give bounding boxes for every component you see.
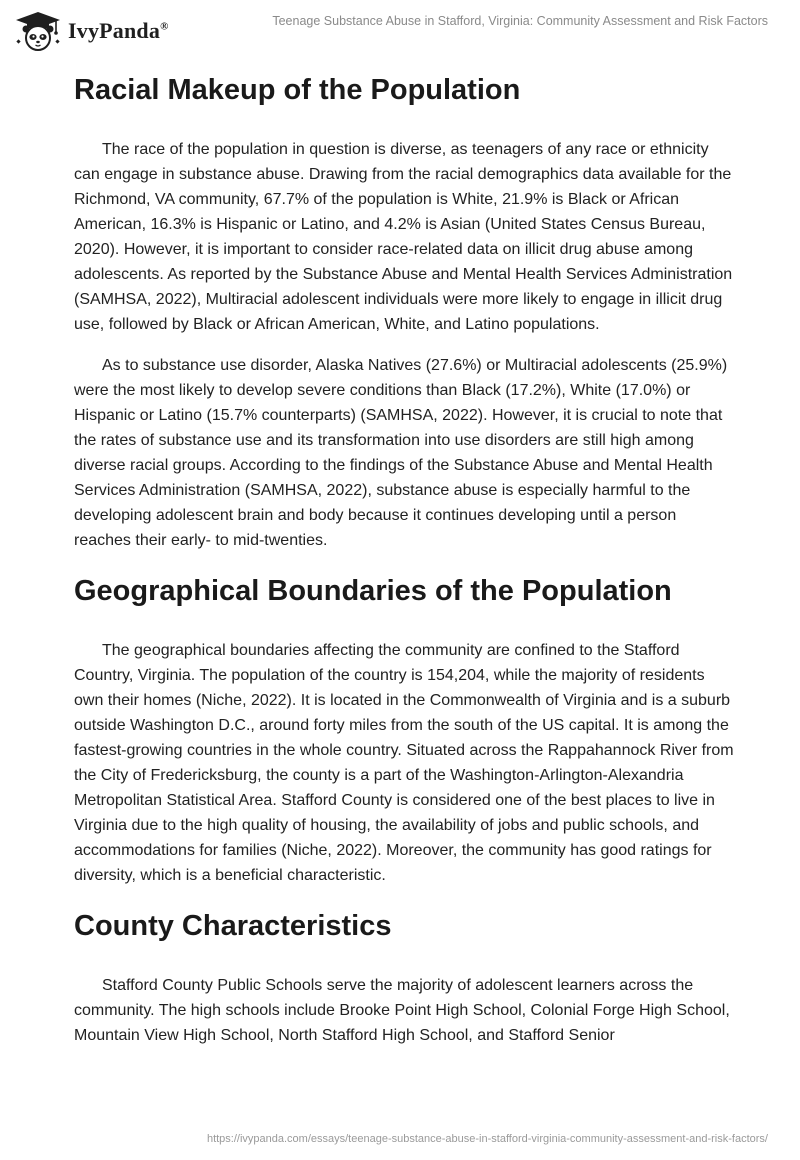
section-heading: County Characteristics: [74, 910, 392, 942]
panda-graduate-icon: [14, 10, 62, 52]
section-county-characteristics: [74, 904, 734, 1048]
page-header: [0, 0, 800, 60]
source-url[interactable]: https://ivypanda.com/essays/teenage-substance-abuse-in-stafford-virginia-community-assessment-and-risk-factors/: [206, 1133, 768, 1145]
section-geographical-boundaries: [74, 569, 734, 888]
logo-text: [68, 18, 169, 44]
section-heading: Racial Makeup of the Population: [74, 74, 521, 106]
document-title: Teenage Substance Abuse in Stafford, Virginia: Community Assessment and Risk Factors: [272, 14, 768, 28]
section-racial-makeup: [74, 68, 734, 553]
paragraph: Stafford County Public Schools serve the majority of adolescent learners across the community. The high schools include Brooke Point High School, Colonial Forge High School, Mountain View High School, North Stafford High School, and Stafford Senior: [74, 977, 730, 1044]
paragraph: The geographical boundaries affecting the community are confined to the Stafford Country, Virginia. The population of the country is 154,204, while the majority of residents own their homes (Niche, 2022). It is located in the Commonwealth of Virginia and is a suburb outside Washington D.C., around forty miles from the south of the US capital. It is among the fastest-growing countries in the whole country. Situated across the Rappahannock River from the City of Fredericksburg, the county is a part of the Washington-Arlington-Alexandria Metropolitan Statistical Area. Stafford County is considered one of the best places to live in Virginia due to the high quality of housing, the availability of jobs and public schools, and accommodations for families (Niche, 2022). Moreover, the community has good ratings for diversity, which is a beneficial characteristic.: [74, 642, 734, 884]
registered-mark: ®: [160, 20, 169, 33]
essay-content: [74, 68, 734, 1064]
paragraph: The race of the population in question is diverse, as teenagers of any race or ethnicity can engage in substance abuse. Drawing from the racial demographics data available for the Richmond, VA community, 67.7% of the population is White, 21.9% is Black or African American, 16.3% is Hispanic or Latino, and 4.2% is Asian (United States Census Bureau, 2020). However, it is important to consider race-related data on illicit drug abuse among adolescents. As reported by the Substance Abuse and Mental Health Services Administration (SAMHSA, 2022), Multiracial adolescent individuals were more likely to engage in illicit drug use, followed by Black or African American, White, and Latino populations.: [74, 141, 733, 333]
paragraph: As to substance use disorder, Alaska Natives (27.6%) or Multiracial adolescents (25.9%) were the most likely to develop severe conditions than Black (17.2%), White (17.0%) or Hispanic or Latino (15.7% counterparts) (SAMHSA, 2022). However, it is crucial to note that the rates of substance use and its transformation into use disorders are still high among diverse racial groups. According to the findings of the Substance Abuse and Mental Health Services Administration (SAMHSA, 2022), substance abuse is especially harmful to the developing adolescent brain and body because it continues developing until a person reaches their early- to mid-twenties.: [74, 357, 728, 549]
ivypanda-logo[interactable]: [14, 10, 169, 52]
section-heading: Geographical Boundaries of the Population: [74, 575, 672, 607]
logo-wordmark: IvyPanda: [68, 18, 161, 43]
